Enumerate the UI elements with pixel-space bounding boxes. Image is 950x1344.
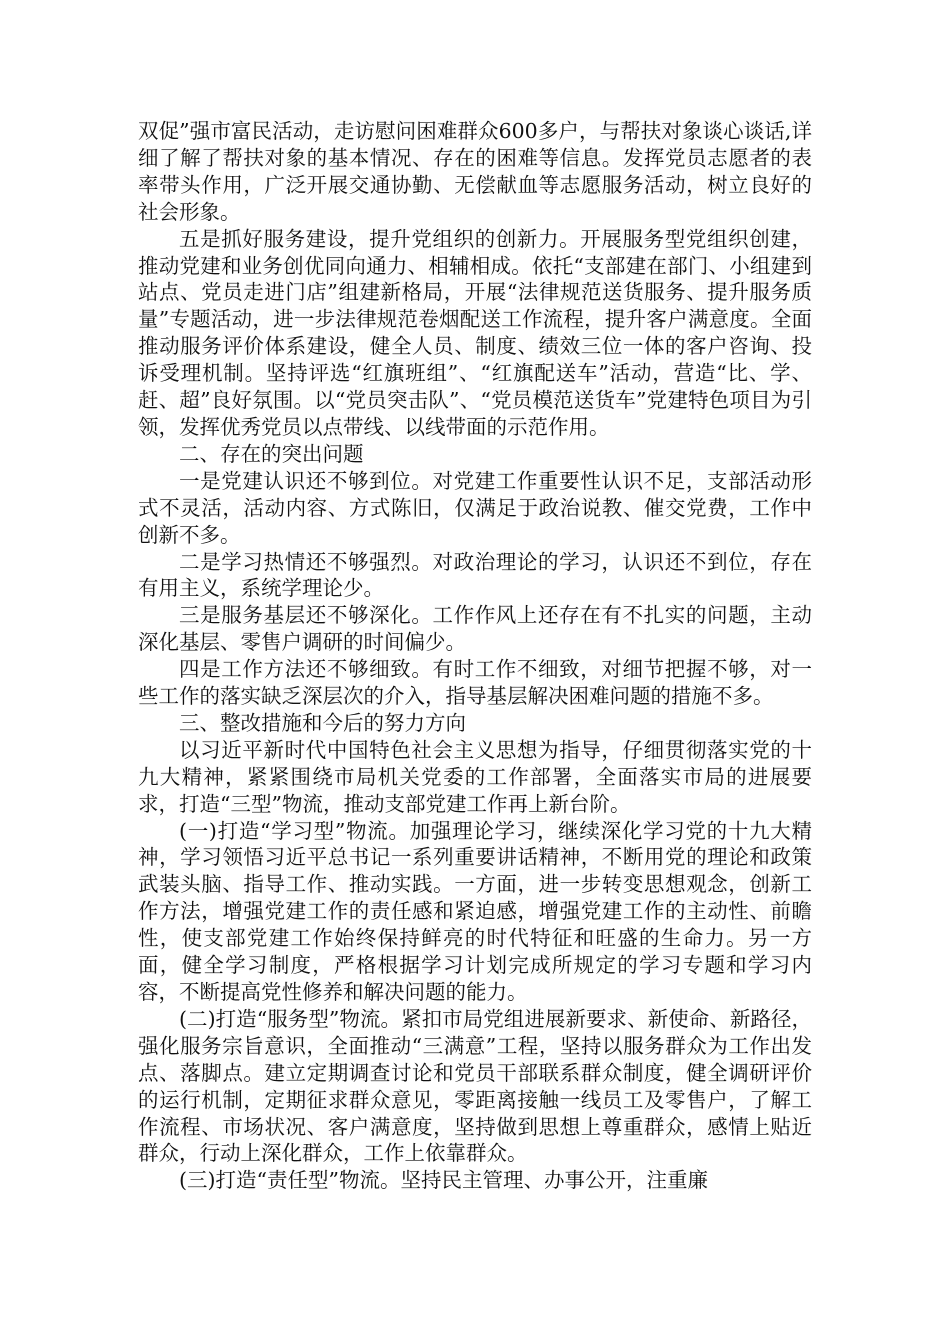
paragraph: 一是党建认识还不够到位。对党建工作重要性认识不足，支部活动形式不灵活，活动内容、方式陈旧，仅满足于政治说教、催交党费，工作中创新不多。 <box>138 468 812 547</box>
paragraph: 三是服务基层还不够深化。工作作风上还存在有不扎实的问题，主动深化基层、零售户调研的时间偏少。 <box>138 603 812 655</box>
paragraph: (一)打造“学习型”物流。加强理论学习，继续深化学习党的十九大精神，学习领悟习近平总书记一系列重要讲话精神，不断用党的理论和政策武装头脑、指导工作、推动实践。一方面，进一步转变思想观念，创新工作方法，增强党建工作的责任感和紧迫感，增强党建工作的主动性、前瞻性，使支部党建工作始终保持鲜亮的时代特征和旺盛的生命力。另一方面，健全学习制度，严格根据学习计划完成所规定的学习专题和学习内容，不断提高党性修养和解决问题的能力。 <box>138 818 812 1004</box>
paragraph: 三、整改措施和今后的努力方向 <box>179 710 466 735</box>
paragraph: 二、存在的突出问题 <box>179 441 364 466</box>
document-body <box>138 118 812 1194</box>
paragraph: 二是学习热情还不够强烈。对政治理论的学习，认识还不到位，存在有用主义，系统学理论少。 <box>138 549 812 601</box>
paragraph: 五是抓好服务建设，提升党组织的创新力。开展服务型党组织创建，推动党建和业务创优同向通力、相辅相成。依托“支部建在部门、小组建到站点、党员走进门店”组建新格局，开展“法律规范送货服务、提升服务质量”专题活动，进一步法律规范卷烟配送工作流程，提升客户满意度。全面推动服务评价体系建设，健全人员、制度、绩效三位一体的客户咨询、投诉受理机制。坚持评选“红旗班组”、“红旗配送车”活动，营造“比、学、赶、超”良好氛围。以“党员突击队”、“党员模范送货车”党建特色项目为引领，发挥优秀党员以点带线、以线带面的示范作用。 <box>138 226 812 439</box>
paragraph: 四是工作方法还不够细致。有时工作不细致，对细节把握不够，对一些工作的落实缺乏深层次的介入，指导基层解决困难问题的措施不多。 <box>138 657 812 709</box>
paragraph: (二)打造“服务型”物流。紧扣市局党组进展新要求、新使命、新路径，强化服务宗旨意识，全面推动“三满意”工程，坚持以服务群众为工作出发点、落脚点。建立定期调查讨论和党员干部联系群众制度，健全调研评价的运行机制，定期征求群众意见，零距离接触一线员工及零售户，了解工作流程、市场状况、客户满意度，坚持做到思想上尊重群众，感情上贴近群众，行动上深化群众，工作上依靠群众。 <box>138 1006 812 1166</box>
paragraph: 以习近平新时代中国特色社会主义思想为指导，仔细贯彻落实党的十九大精神，紧紧围绕市局机关党委的工作部署，全面落实市局的进展要求，打造“三型”物流，推动支部党建工作再上新台阶。 <box>138 737 812 816</box>
paragraph: 双促”强市富民活动，走访慰问困难群众600多户，与帮扶对象谈心谈话,详细了解了帮扶对象的基本情况、存在的困难等信息。发挥党员志愿者的表率带头作用，广泛开展交通协勤、无偿献血等志愿服务活动，树立良好的社会形象。 <box>138 119 812 224</box>
paragraph: (三)打造“责任型”物流。坚持民主管理、办事公开，注重廉 <box>179 1168 708 1193</box>
